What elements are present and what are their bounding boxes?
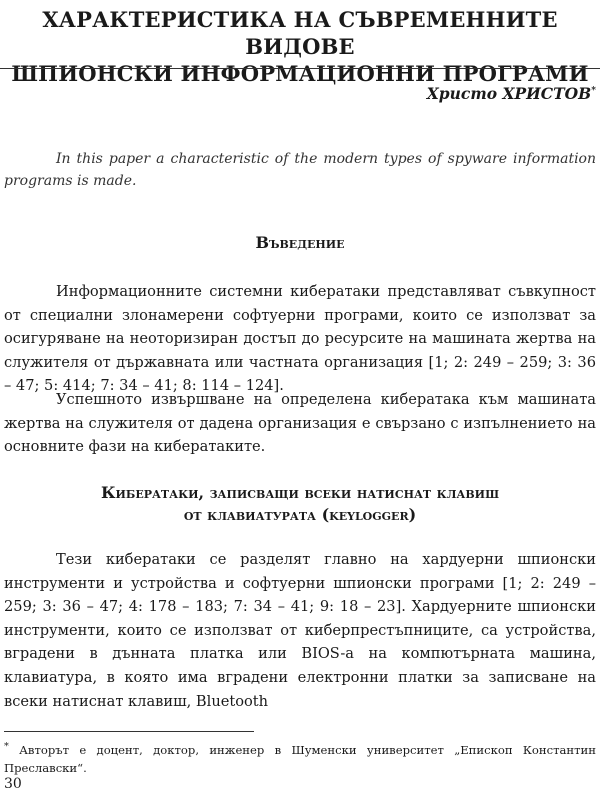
abstract: In this paper a characteristic of the modern types of spyware information programs is made. [4, 151, 596, 189]
title-line-1: ХАРАКТЕРИСТИКА НА СЪВРЕМЕННИТЕ ВИДОВЕ [42, 7, 558, 59]
author-footnote-mark: * [591, 85, 596, 96]
title-divider [0, 68, 600, 69]
paragraph: Тези кибератаки се разделят главно на хардуерни шпионски инструменти и устройства и софтуерни шпионски програми [1; 2: 249 – 259; 3: 36 – 47; 4: 178 – 183; 7: 34 – 41; 9: 18 – 23]. Хардуерните шпионски инструменти, които се използват от киберпрестъпниците, са устройства, вградени в дънната платка или BIOS-а на компютърната машина, клавиатура, в която има вградени електронни платки за записване на всеки натиснат клавиш, Bluetooth [4, 551, 596, 710]
section-heading-line-1: Кибератаки, записващи всеки натиснат клавиш [100, 483, 500, 502]
footnote-text: Авторът е доцент, доктор, инженер в Шуменски университет „Епископ Константин Преславски“. [4, 742, 596, 775]
author-name-text: Христо ХРИСТОВ [426, 84, 592, 103]
section-heading-line-2: от клавиатурата (keylogger) [183, 505, 417, 524]
footnote-divider [4, 731, 254, 732]
section-heading-introduction: Въведение [255, 233, 345, 252]
section-heading-keylogger [0, 482, 600, 526]
footnote-mark: * [4, 741, 9, 752]
paragraph: Информационните системни кибератаки представляват съвкупност от специални злонамерени софтуерни програми, които се използват за осигуряване на неоторизиран достъп до ресурсите на машината жертва на служителя от държавната или частната организация [1; 2: 249 – 259; 3: 36 – 47; 5: 414; 7: 34 – 41; 8: 114 – 124]. [4, 283, 596, 395]
paper-title [0, 6, 600, 87]
page-number: 30 [4, 776, 22, 792]
paragraph: Успешното извършване на определена кибератака към машината жертва на служителя от дадена организация е свързано с изпълнението на основните фази на кибератаките. [4, 391, 596, 456]
title-line-2: ШПИОНСКИ ИНФОРМАЦИОННИ ПРОГРАМИ [11, 61, 589, 86]
author-name [427, 84, 596, 103]
footnote [4, 738, 596, 777]
